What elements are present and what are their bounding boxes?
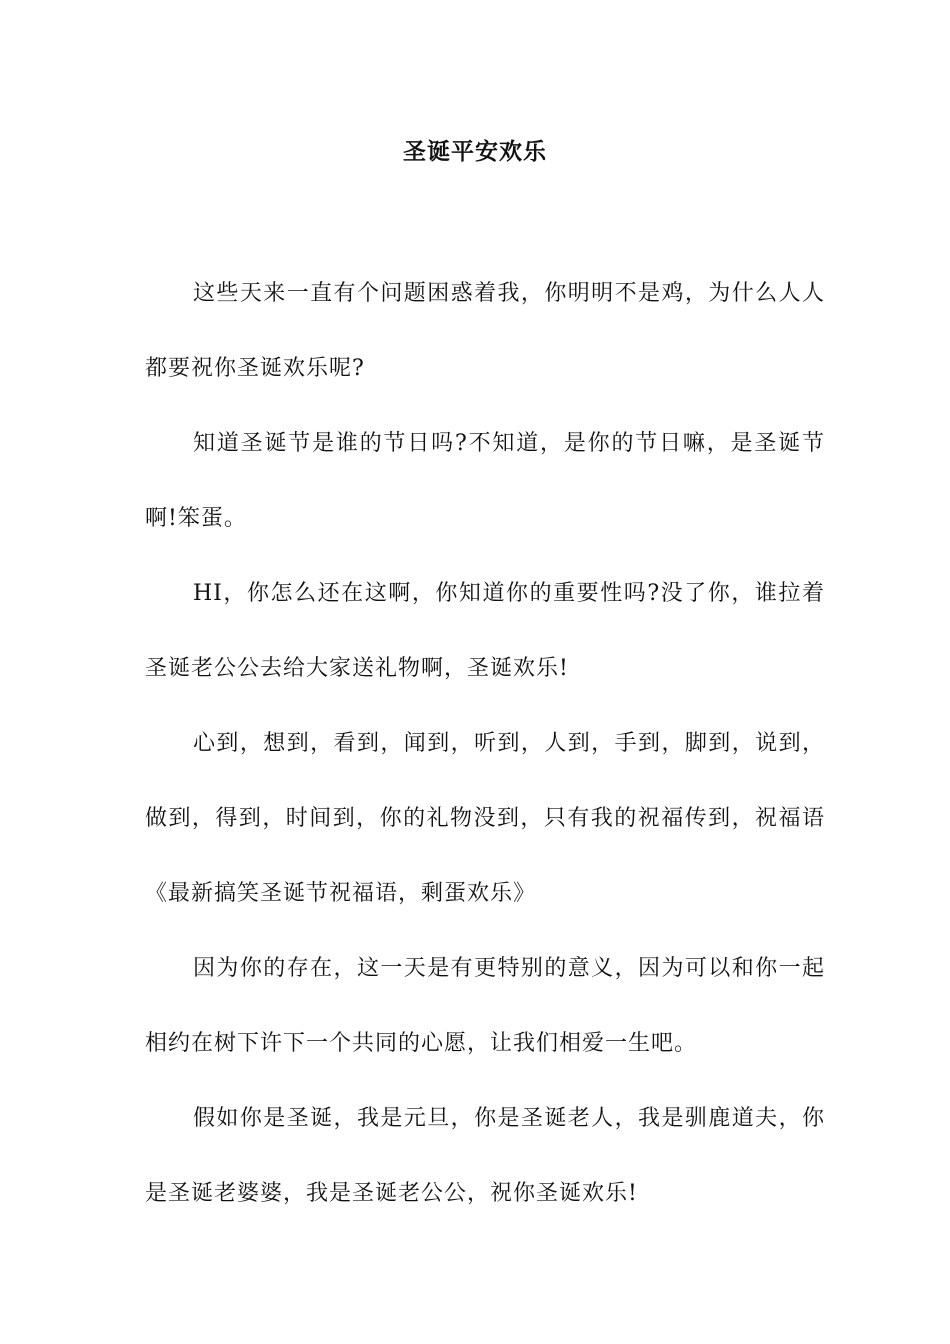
paragraph-4: 心到，想到，看到，闻到，听到，人到，手到，脚到，说到，做到，得到，时间到，你的礼物没到，只有我的祝福传到，祝福语《最新搞笑圣诞节祝福语，剩蛋欢乐》 [145,731,825,906]
paragraph-6: 假如你是圣诞，我是元旦，你是圣诞老人，我是驯鹿道夫，你是圣诞老婆婆，我是圣诞老公公，祝你圣诞欢乐! [145,1106,825,1206]
paragraph-2: 知道圣诞节是谁的节日吗?不知道，是你的节日嘛，是圣诞节啊!笨蛋。 [145,431,825,531]
paragraph-5: 因为你的存在，这一天是有更特别的意义，因为可以和你一起相约在树下许下一个共同的心愿，让我们相爱一生吧。 [145,956,825,1056]
document-body [145,256,825,1231]
document-title: 圣诞平安欢乐 [403,138,547,165]
paragraph-3: HI，你怎么还在这啊，你知道你的重要性吗?没了你，谁拉着圣诞老公公去给大家送礼物啊，圣诞欢乐! [145,581,825,681]
paragraph-1: 这些天来一直有个问题困惑着我，你明明不是鸡，为什么人人都要祝你圣诞欢乐呢? [145,281,825,381]
